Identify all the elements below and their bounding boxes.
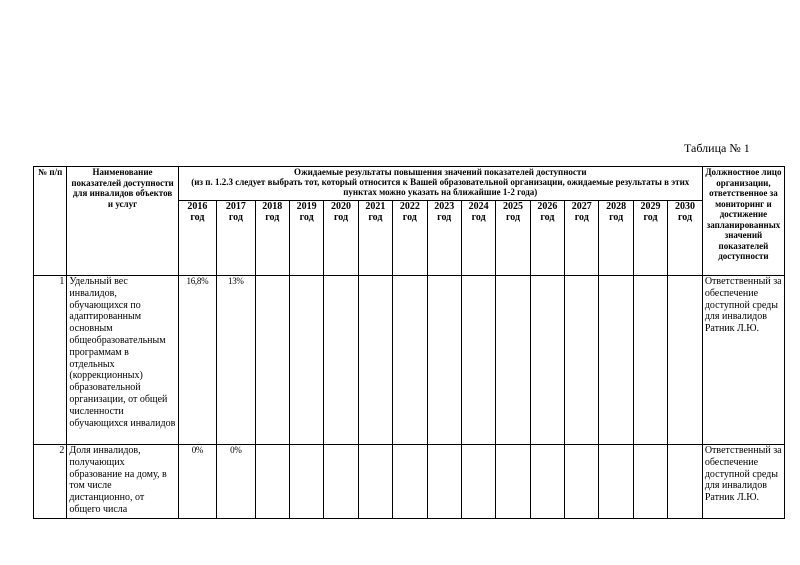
value-cell — [565, 445, 599, 519]
value-cell — [358, 276, 392, 445]
indicator-name: Удельный вес инвалидов, обучающихся по адаптированным основным общеобразовательным программам в отдельных (коррекционных) образовательной организации, от общей численности обучающихся инвалидов — [67, 276, 178, 445]
year-2019: 2019 год — [289, 201, 323, 276]
responsible-person: Ответственный за обеспечение доступной среды для инвалидов Ратник Л.Ю. — [702, 276, 784, 445]
value-cell — [324, 445, 358, 519]
year-2025: 2025 год — [496, 201, 530, 276]
year-2029: 2029 год — [633, 201, 667, 276]
year-2022: 2022 год — [393, 201, 427, 276]
year-2028: 2028 год — [599, 201, 633, 276]
header-num: № п/п — [34, 167, 67, 276]
year-2020: 2020 год — [324, 201, 358, 276]
value-cell — [668, 276, 703, 445]
value-cell — [358, 445, 392, 519]
value-cell — [633, 445, 667, 519]
value-cell: 16,8% — [178, 276, 216, 445]
value-cell — [461, 276, 495, 445]
value-cell: 0% — [217, 445, 255, 519]
header-responsible: Должностное лицо организации, ответственное за мониторинг и достижение запланированных значений показателей доступности — [702, 167, 784, 276]
year-2017: 2017 год — [217, 201, 255, 276]
header-row-1 — [34, 167, 785, 201]
year-2027: 2027 год — [565, 201, 599, 276]
year-2018: 2018 год — [255, 201, 289, 276]
year-2024: 2024 год — [461, 201, 495, 276]
responsible-person: Ответственный за обеспечение доступной среды для инвалидов Ратник Л.Ю. — [702, 445, 784, 519]
year-2023: 2023 год — [427, 201, 461, 276]
value-cell — [255, 276, 289, 445]
value-cell — [668, 445, 703, 519]
value-cell — [324, 276, 358, 445]
year-2016: 2016 год — [178, 201, 216, 276]
row-number: 2 — [34, 445, 67, 519]
row-number: 1 — [34, 276, 67, 445]
year-2021: 2021 год — [358, 201, 392, 276]
value-cell — [255, 445, 289, 519]
value-cell — [565, 276, 599, 445]
value-cell — [496, 445, 530, 519]
value-cell — [599, 276, 633, 445]
value-cell — [530, 445, 564, 519]
value-cell — [496, 276, 530, 445]
value-cell — [427, 276, 461, 445]
value-cell — [393, 276, 427, 445]
value-cell — [393, 445, 427, 519]
indicator-name: Доля инвалидов, получающих образование на дому, в том числе дистанционно, от общего числа — [67, 445, 178, 519]
header-expected-title: Ожидаемые результаты повышения значений показателей доступности — [293, 167, 587, 177]
table-row — [34, 445, 785, 519]
header-indicator-name: Наименование показателей доступности для инвалидов объектов и услуг — [67, 167, 178, 276]
table-row — [34, 276, 785, 445]
value-cell — [427, 445, 461, 519]
value-cell: 13% — [217, 276, 255, 445]
accessibility-indicators-table — [33, 166, 785, 519]
value-cell — [530, 276, 564, 445]
year-2026: 2026 год — [530, 201, 564, 276]
value-cell — [461, 445, 495, 519]
value-cell — [633, 276, 667, 445]
year-2030: 2030 год — [668, 201, 703, 276]
value-cell — [289, 276, 323, 445]
value-cell — [289, 445, 323, 519]
table-caption: Таблица № 1 — [684, 141, 750, 155]
value-cell: 0% — [178, 445, 216, 519]
value-cell — [599, 445, 633, 519]
header-expected-results — [178, 167, 702, 201]
header-expected-note: (из п. 1.2.3 следует выбрать тот, который относится к Вашей образовательной организации, ожидаемые результаты в этих пунктах можно указать на ближайшие 1-2 года) — [191, 177, 690, 197]
